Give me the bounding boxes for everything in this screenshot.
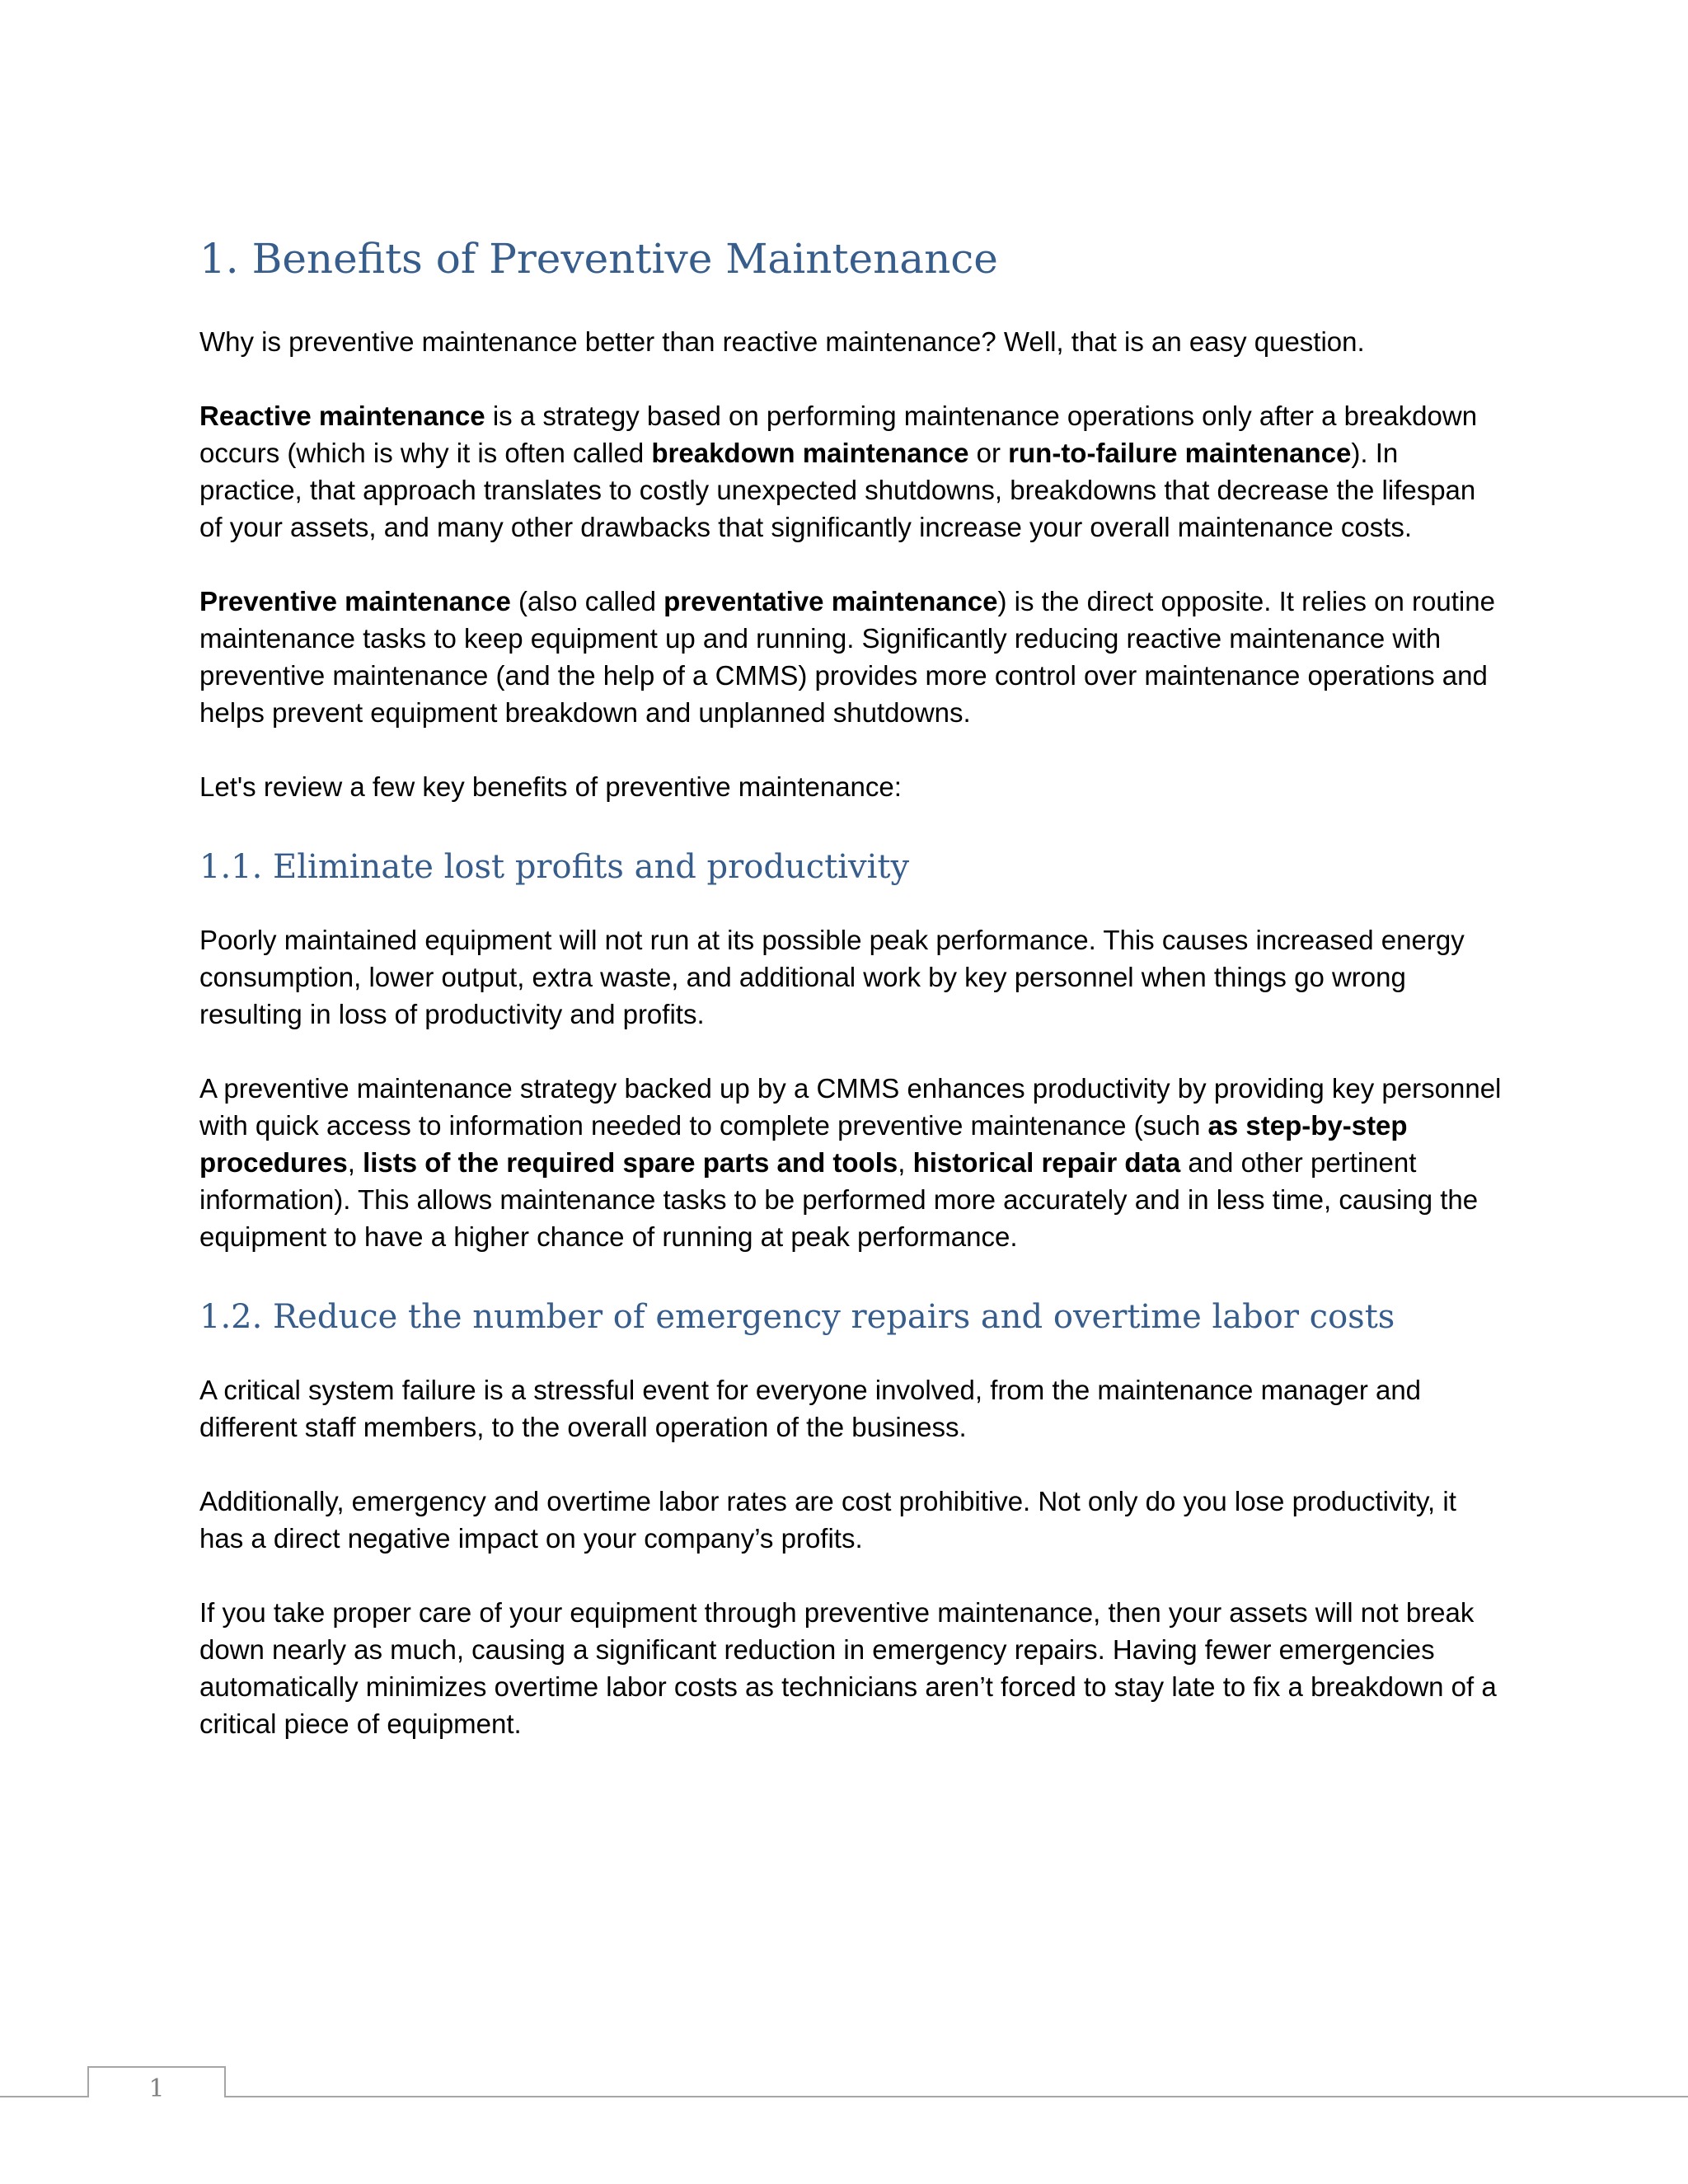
bold-term: lists of the required spare parts and tools: [363, 1147, 898, 1178]
preventive-maintenance-paragraph: [199, 583, 1502, 731]
bold-term: run-to-failure maintenance: [1008, 438, 1352, 468]
section-1-1-paragraph-2: [199, 1070, 1502, 1255]
bold-term: historical repair data: [912, 1147, 1181, 1178]
paragraph-text: and other pertinent information). This allows maintenance tasks to be performed more accurately and in less time, causing the equipment to have a higher chance of running at peak performance.: [199, 1147, 1479, 1252]
reactive-maintenance-paragraph: [199, 397, 1502, 546]
bold-term: Preventive maintenance: [199, 586, 511, 616]
document-body: [199, 229, 1502, 1779]
section-1-1-paragraph-1: Poorly maintained equipment will not run at its possible peak performance. This causes increased energy consumption, lower output, extra waste, and additional work by key personnel when things go wrong resulting in loss of productivity and profits.: [199, 925, 1465, 1029]
paragraph-text: or: [968, 438, 1009, 468]
paragraph-text: ) is the direct opposite. It relies on routine maintenance tasks to keep equipment up and running. Significantly reducing reactive maintenance with preventive maintenance (and the help of a CMMS) provides more control over maintenance operations and helps prevent equipment breakdown and unplanned shutdowns.: [199, 586, 1495, 728]
section-heading-1-2: 1.2. Reduce the number of emergency repairs and overtime labor costs: [199, 1298, 1395, 1336]
paragraph-text: (also called: [510, 586, 664, 616]
paragraph-text: ,: [898, 1147, 913, 1178]
intro-paragraph: Why is preventive maintenance better than reactive maintenance? Well, that is an easy question.: [199, 326, 1365, 357]
section-1-2-paragraph-1: A critical system failure is a stressful event for everyone involved, from the maintenance manager and different staff members, to the overall operation of the business.: [199, 1375, 1422, 1442]
paragraph-text: ,: [347, 1147, 363, 1178]
bold-term: breakdown maintenance: [651, 438, 969, 468]
section-1-2-paragraph-3: If you take proper care of your equipment through preventive maintenance, then your assets will not break down nearly as much, causing a significant reduction in emergency repairs. Having fewer emergencies automatically minimizes overtime labor costs as technicians aren’t forced to stay late to fix a breakdown of a critical piece of equipment.: [199, 1597, 1497, 1739]
footer-rule: [0, 2096, 1688, 2097]
paragraph-text: is a strategy based on performing maintenance operations only after a breakdown occurs (which is why it is often called: [199, 401, 1478, 468]
paragraph-text: ). In practice, that approach translates to costly unexpected shutdowns, breakdowns that decrease the lifespan of your assets, and many other drawbacks that significantly increase your overall maintenance costs.: [199, 438, 1476, 542]
review-paragraph: Let's review a few key benefits of preventive maintenance:: [199, 771, 902, 802]
bold-term: preventative maintenance: [663, 586, 998, 616]
section-1-2-paragraph-2: Additionally, emergency and overtime labor rates are cost prohibitive. Not only do you lose productivity, it has a direct negative impact on your company’s profits.: [199, 1486, 1456, 1554]
section-heading-1-1: 1.1. Eliminate lost profits and productivity: [199, 848, 910, 886]
bold-term: Reactive maintenance: [199, 401, 485, 431]
page-title: 1. Benefits of Preventive Maintenance: [199, 235, 998, 283]
bold-term: as step-by-step procedures: [199, 1110, 1408, 1178]
page-number: 1: [148, 2074, 165, 2103]
paragraph-text: A preventive maintenance strategy backed up by a CMMS enhances productivity by providing key personnel with quick access to information needed to complete preventive maintenance (such: [199, 1073, 1502, 1141]
